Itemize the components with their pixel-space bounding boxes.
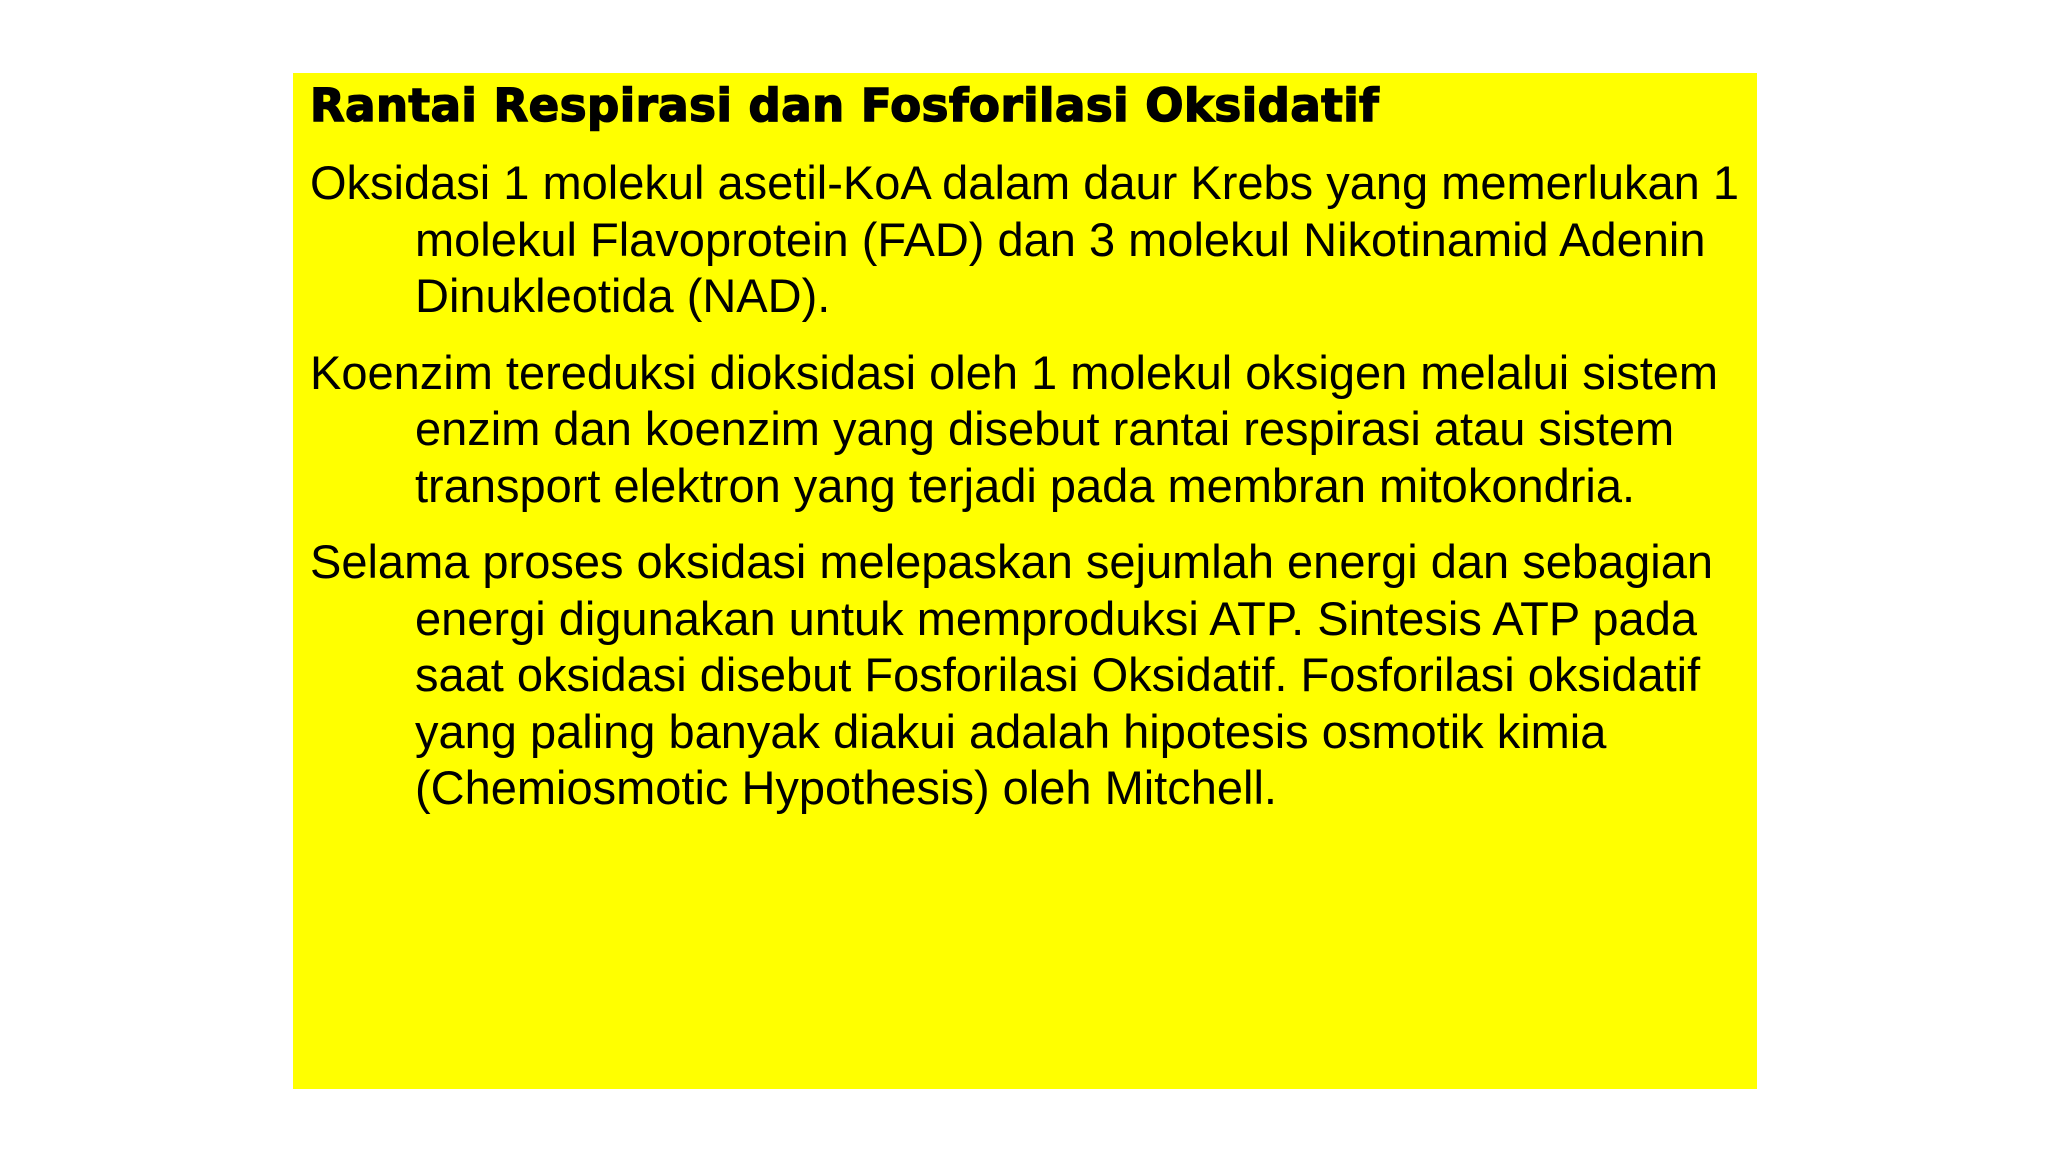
paragraph-3: Selama proses oksidasi melepaskan sejumlah energi dan sebagian energi digunakan untuk memproduksi ATP. Sintesis ATP pada saat oksidasi disebut Fosforilasi Oksidatif. Fosforilasi oksidatif yang paling banyak diakui adalah hipotesis osmotik kimia (Chemiosmotic Hypothesis) oleh Mitchell. (310, 535, 1714, 814)
slide-title: Rantai Respirasi dan Fosforilasi Oksidatif (310, 79, 1380, 132)
yellow-content-box (293, 73, 1757, 1089)
paragraph-2: Koenzim tereduksi dioksidasi oleh 1 molekul oksigen melalui sistem enzim dan koenzim yang disebut rantai respirasi atau sistem transport elektron yang terjadi pada membran mitokondria. (310, 345, 1719, 512)
paragraph-1: Oksidasi 1 molekul asetil-KoA dalam daur Krebs yang memerlukan 1 molekul Flavoprotein (FAD) dan 3 molekul Nikotinamid Adenin Dinukleotida (NAD). (310, 156, 1739, 322)
